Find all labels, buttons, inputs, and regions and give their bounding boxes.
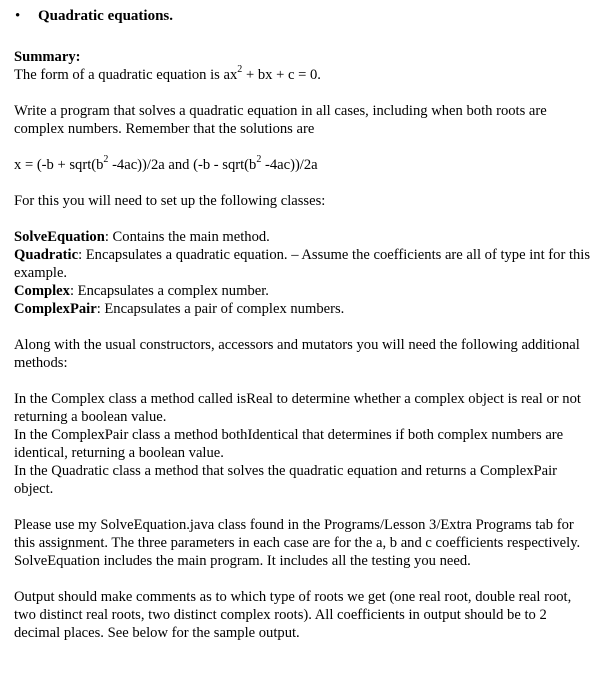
methods-intro: Along with the usual constructors, accessors and mutators you will need the following additional methods: <box>14 337 580 371</box>
class-item <box>14 300 594 318</box>
class-name: ComplexPair <box>14 301 97 317</box>
method-item: In the ComplexPair class a method bothIdentical that determines if both complex numbers are identical, returning a boolean value. <box>14 427 564 461</box>
intro-paragraph: Write a program that solves a quadratic equation in all cases, including when both roots are complex numbers. Remember that the solutions are <box>14 103 547 137</box>
section-title: Quadratic equations. <box>38 8 174 24</box>
output-paragraph: Output should make comments as to which type of roots we get (one real root, double real root, two distinct real roots, two distinct complex roots). All coefficients in output should be to 2 decimal places. See below for the sample output. <box>14 589 572 641</box>
form-prefix: The form of a quadratic equation is ax <box>14 67 238 83</box>
formula-exponent-1: 2 <box>103 154 109 166</box>
class-description: : Encapsulates a pair of complex numbers. <box>96 301 345 317</box>
form-suffix: + bx + c = 0. <box>242 67 321 83</box>
method-list <box>14 390 594 498</box>
formula-part-3: -4ac))/2a <box>261 157 318 173</box>
class-description: : Contains the main method. <box>104 229 270 245</box>
form-exponent: 2 <box>237 64 243 76</box>
formula-part-1: x = (-b + sqrt(b <box>14 157 104 173</box>
class-description: : Encapsulates a quadratic equation. – Assume the coefficients are all of type int for this example. <box>14 247 591 281</box>
method-item: In the Quadratic class a method that solves the quadratic equation and returns a ComplexPair object. <box>14 463 558 497</box>
bullet-icon: • <box>15 8 21 24</box>
class-name: Complex <box>14 283 70 299</box>
classes-intro: For this you will need to set up the following classes: <box>14 193 326 209</box>
method-item: In the Complex class a method called isReal to determine whether a complex object is real or not returning a boolean value. <box>14 391 581 425</box>
solution-formula <box>14 156 594 174</box>
usage-paragraph: Please use my SolveEquation.java class found in the Programs/Lesson 3/Extra Programs tab for this assignment. The three parameters in each case are for the a, b and c coefficients respectively. SolveEquation includes the main program. It includes all the testing you need. <box>14 517 581 569</box>
summary-label: Summary: <box>14 49 81 65</box>
class-description: : Encapsulates a complex number. <box>69 283 269 299</box>
section-heading <box>14 7 594 25</box>
formula-exponent-2: 2 <box>256 154 262 166</box>
class-item <box>14 282 594 300</box>
document-body <box>14 0 594 642</box>
class-name: Quadratic <box>14 247 79 263</box>
formula-part-2: -4ac))/2a and (-b - sqrt(b <box>108 157 257 173</box>
class-name: SolveEquation <box>14 229 105 245</box>
class-list <box>14 228 594 318</box>
class-item <box>14 228 594 246</box>
class-item <box>14 246 594 282</box>
quadratic-form-line <box>14 66 594 84</box>
